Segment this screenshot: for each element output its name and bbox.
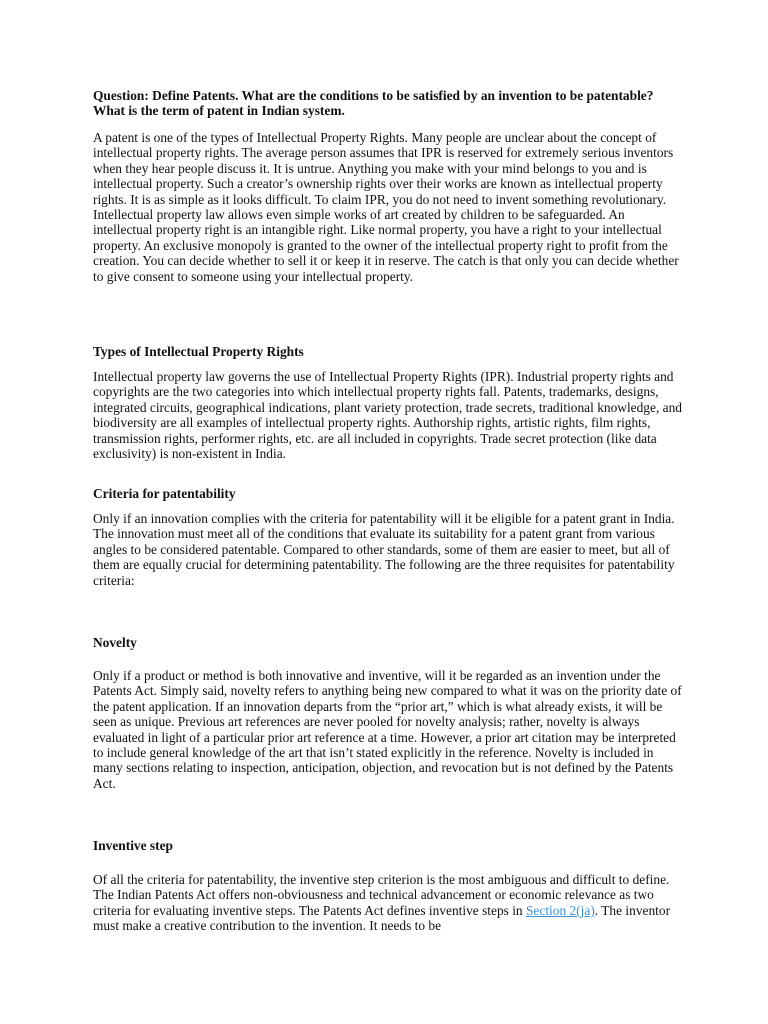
- section-2ja-link[interactable]: Section 2(ja): [525, 902, 595, 918]
- inventive-step-heading: Inventive step: [93, 838, 173, 853]
- novelty-paragraph: Only if a product or method is both innovative and inventive, will it be regarded as an invention under the Patents Act. Simply said, novelty refers to anything being new compared to what it was on the priority date of the patent application. If an innovation departs from the “prior art,” which is what already exists, it will be seen as unique. Previous art references are never pooled for novelty analysis; rather, novelty is always evaluated in light of a particular prior art reference at a time. However, a prior art citation may be interpreted to include general knowledge of the art that isn’t stated explicitly in the reference. Novelty is included in many sections relating to inspection, anticipation, objection, and revocation but is not defined by the Patents Act.: [93, 668, 682, 791]
- inventive-step-paragraph: [93, 872, 683, 934]
- criteria-heading: Criteria for patentability: [93, 486, 236, 501]
- intro-paragraph: A patent is one of the types of Intellectual Property Rights. Many people are unclear about the concept of intellectual property rights. The average person assumes that IPR is reserved for extremely serious inventors when they hear people discuss it. It is untrue. Anything you make with your mind belongs to you and is intellectual property. Such a creator’s ownership rights over their works are known as intellectual property rights. It is as simple as it looks difficult. To claim IPR, you do not need to invent something revolutionary. Intellectual property law allows even simple works of art created by children to be safeguarded. An intellectual property right is an intangible right. Like normal property, you have a right to your intellectual property. An exclusive monopoly is granted to the owner of the intellectual property right to profit from the creation. You can decide whether to sell it or keep it in reserve. The catch is that only you can decide whether to give consent to someone using your intellectual property.: [93, 130, 679, 284]
- types-paragraph: Intellectual property law governs the use of Intellectual Property Rights (IPR). Industrial property rights and copyrights are the two categories into which intellectual property rights fall. Patents, trademarks, designs, integrated circuits, geographical indications, plant variety protection, trade secrets, traditional knowledge, and biodiversity are all examples of intellectual property rights. Authorship rights, artistic rights, film rights, transmission rights, performer rights, etc. are all included in copyrights. Trade secret protection (like data exclusivity) is non-existent in India.: [93, 369, 682, 462]
- novelty-heading: Novelty: [93, 635, 137, 650]
- inventive-step-text-end: . The inventor must make a creative contribution to the invention. It needs to be: [93, 902, 671, 934]
- inventive-step-text-start: Of all the criteria for patentability, the inventive step criterion is the most ambiguous and difficult to define. The Indian Patents Act offers non-obviousness and technical advancement or economic relevance as two criteria for evaluating inventive steps. The Patents Act defines inventive steps in: [93, 872, 670, 918]
- question-heading: Question: Define Patents. What are the conditions to be satisfied by an invention to be patentable? What is the term of patent in Indian system.: [93, 88, 654, 119]
- types-heading: Types of Intellectual Property Rights: [93, 344, 304, 359]
- criteria-paragraph: Only if an innovation complies with the criteria for patentability will it be eligible for a patent grant in India. The innovation must meet all of the conditions that evaluate its suitability for a patent grant from various angles to be considered patentable. Compared to other standards, some of them are easier to meet, but all of them are equally crucial for determining patentability. The following are the three requisites for patentability criteria:: [93, 511, 675, 588]
